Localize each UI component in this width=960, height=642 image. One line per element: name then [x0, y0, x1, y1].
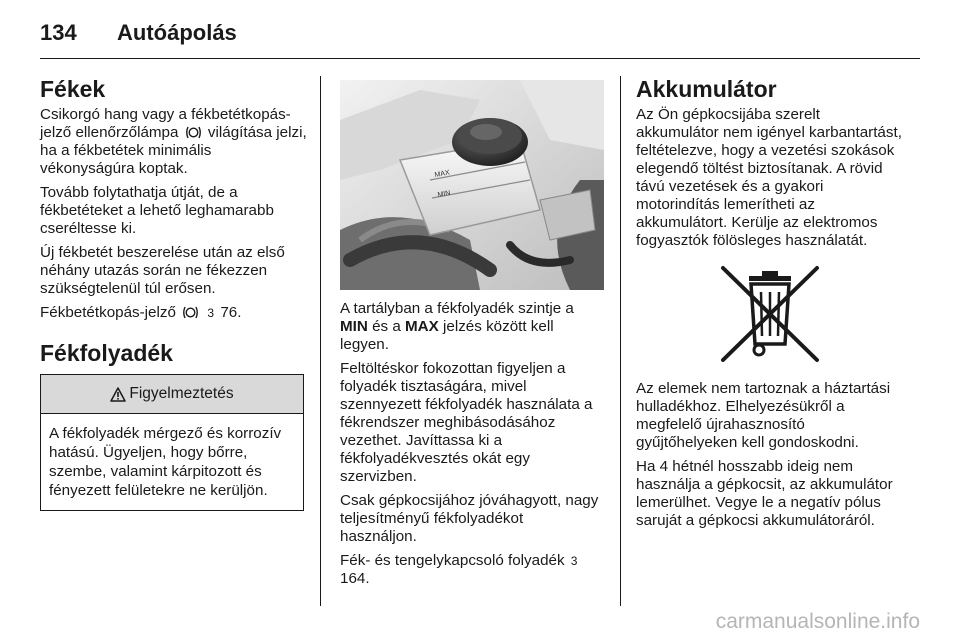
battery-paragraph-2: Az elemek nem tartoznak a háztartási hulladékhoz. Elhelyezésükről a megfelelő újrahasznosító gyűjtőhelyeken kell gondoskodni.: [636, 380, 891, 451]
reservoir-illustration: [340, 80, 604, 290]
column-divider: [620, 76, 621, 606]
fluid-paragraph-2: Feltöltéskor fokozottan figyeljen a folyadék tisztaságára, mivel szennyezett fékfolyadék használata a fékrendszer meghibásodásához vezethet. Javíttassa ki a fékfolyadékvesztés okát egy szervizben.: [340, 360, 593, 485]
fluid-p1-text-b: és a: [372, 318, 401, 335]
fluid-p1-text-a: A tartályban a fékfolyadék szintje a: [340, 300, 574, 317]
brakes-paragraph-1: [40, 106, 308, 178]
fluid-paragraph-3: Csak gépkocsijához jóváhagyott, nagy teljesítményű fékfolyadékot használjon.: [340, 492, 599, 545]
brake-pad-wear-lamp-icon: [182, 305, 199, 320]
brakes-p4-text-a: Fékbetétkopás-jelző: [40, 304, 176, 321]
brake-fluid-reservoir-photo: [340, 80, 604, 290]
chapter-title: Autóápolás: [117, 20, 237, 45]
warning-text: A fékfolyadék mérgező és korrozív hatású. Ügyeljen, hogy bőrre, szembe, valamint kárpitozott és fényezett felületekre ne kerüljön.: [49, 425, 282, 499]
fluid-min-label: MIN: [340, 318, 368, 335]
battery-paragraph-1: Az Ön gépkocsijába szerelt akkumulátor nem igényel karbantartást, feltételezve, hogy a vezetési szokások elegendő töltést biztosítanak. A rövid távú vezetések és a gyakori motorindítás lemerítheti az akkumulátort. Kerülje az elektromos fogyasztók fölösleges használatát.: [636, 106, 902, 249]
fluid-p1-text-c: jelzés között kell legyen.: [340, 318, 554, 353]
fluid-max-label: MAX: [405, 318, 439, 335]
fluid-paragraph-1: [340, 300, 604, 354]
page-header: [40, 14, 920, 59]
warning-triangle-icon: [110, 387, 126, 402]
fluid-p4-text-b[interactable]: 164.: [340, 570, 370, 587]
section-title-brakes: Fékek: [40, 76, 106, 102]
section-title-brake-fluid: Fékfolyadék: [40, 340, 173, 366]
warning-box: [40, 374, 304, 511]
photo-label-max: MAX: [434, 169, 451, 179]
watermark: carmanualsonline.info: [715, 610, 920, 633]
warning-title: Figyelmeztetés: [129, 385, 234, 402]
brake-pad-wear-lamp-icon: [185, 125, 202, 140]
battery-paragraph-3: Ha 4 hétnél hosszabb ideig nem használja a gépkocsit, az akkumulátor lemerülhet. Vegye le a negatív pólus saruját a gépkocsi akkumulátoráról.: [636, 458, 893, 529]
column-battery: [636, 76, 904, 536]
page-reference-icon: 3: [207, 306, 215, 320]
brakes-p1-text-b: világítása jelzi, ha a fékbetétek minimális vékonyságúra koptak.: [40, 124, 307, 177]
brakes-paragraph-2: Tovább folytathatja útját, de a fékbetéteket a lehető leghamarabb cseréltesse ki.: [40, 184, 274, 237]
column-brake-fluid: [340, 300, 604, 594]
brakes-paragraph-4: [40, 304, 308, 322]
fluid-p4-text-a: Fék- és tengelykapcsoló folyadék: [340, 552, 565, 569]
brakes-p4-text-b[interactable]: 76.: [220, 304, 242, 321]
photo-label-min: MIN: [437, 189, 451, 199]
column-divider: [320, 76, 321, 606]
brakes-paragraph-3: Új fékbetét beszerelése után az első néhány utazás során ne fékezzen szükségtelenül túl erősen.: [40, 244, 285, 297]
crossed-out-wheelie-bin-icon: [715, 262, 825, 366]
page-number: 134: [40, 20, 77, 45]
brakes-p1-text-a: Csikorgó hang vagy a fékbetétkopás-jelző ellenőrzőlámpa: [40, 106, 291, 141]
warning-header: [41, 375, 303, 414]
column-brakes: [40, 76, 308, 511]
section-title-battery: Akkumulátor: [636, 76, 777, 102]
fluid-paragraph-4: [340, 552, 604, 588]
page-reference-icon: 3: [570, 554, 578, 568]
